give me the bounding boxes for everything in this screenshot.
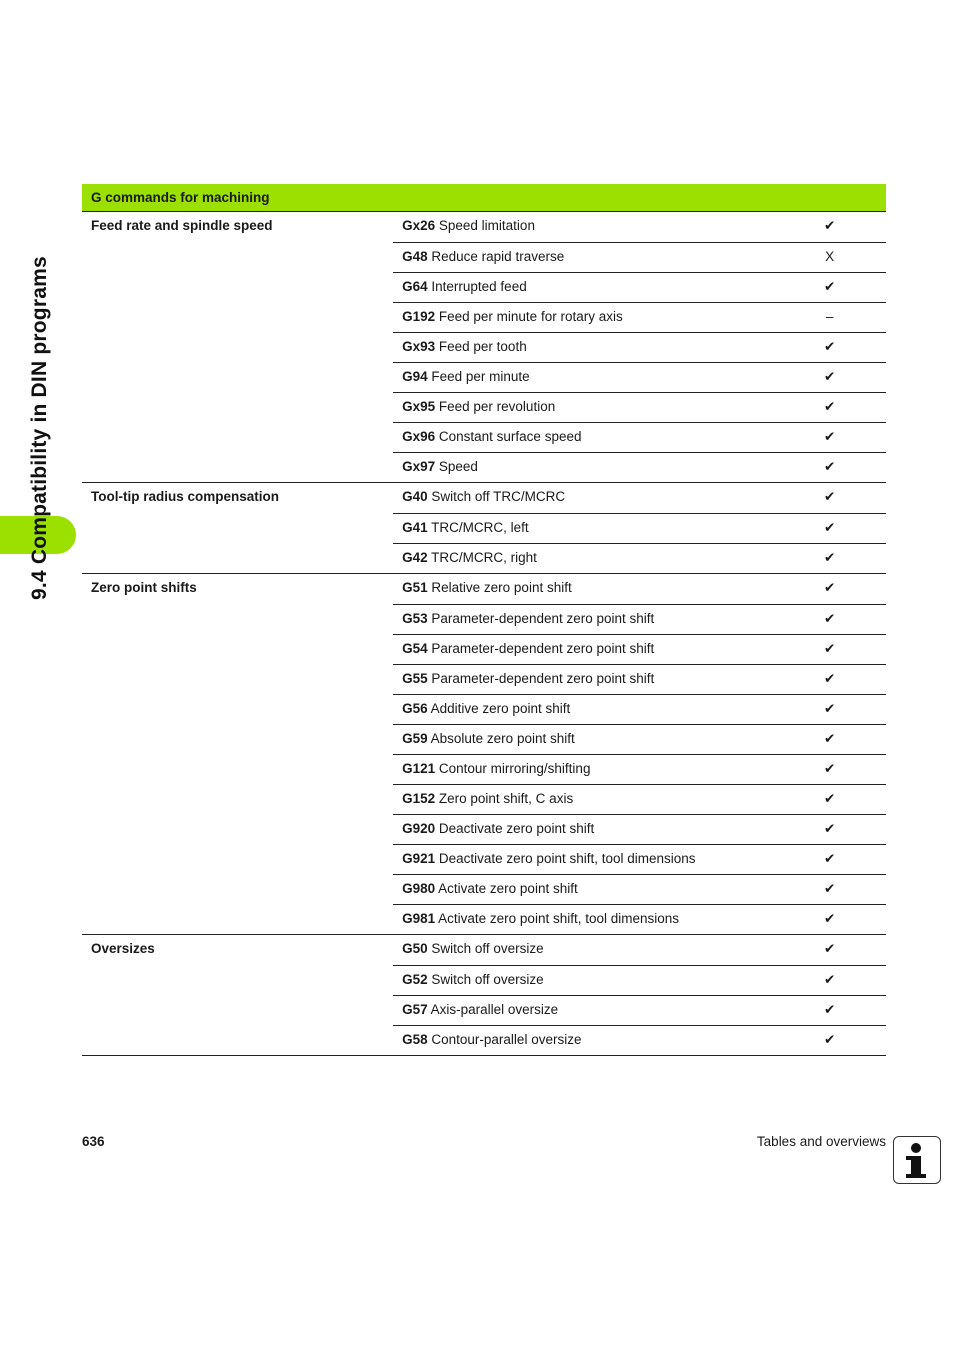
spacer-cell: [385, 212, 393, 243]
category-cell: [82, 362, 385, 392]
support-mark: ✔: [824, 338, 836, 354]
category-cell: [82, 784, 385, 814]
command-code: Gx97: [402, 458, 436, 474]
spacer-cell: [385, 935, 393, 966]
command-description: Reduce rapid traverse: [431, 248, 565, 264]
command-description: Absolute zero point shift: [430, 730, 575, 746]
command-cell: [393, 543, 809, 574]
command-description: Parameter-dependent zero point shift: [431, 610, 655, 626]
support-mark: ✔: [824, 458, 836, 474]
support-cell: [809, 272, 886, 302]
table-row: [82, 212, 886, 243]
support-mark: ✔: [824, 820, 836, 836]
command-code: G48: [402, 248, 428, 264]
category-cell: [82, 995, 385, 1025]
table-row: [82, 242, 886, 272]
support-cell: [809, 302, 886, 332]
command-description: Switch off TRC/MCRC: [431, 489, 566, 504]
command-cell: [393, 935, 809, 966]
command-cell: [393, 574, 809, 605]
category-cell: Tool-tip radius compensation: [91, 489, 280, 504]
command-cell: [393, 212, 809, 243]
support-mark: ✔: [824, 880, 836, 896]
command-description: Deactivate zero point shift: [438, 820, 595, 836]
support-mark: ✔: [824, 730, 836, 746]
command-description: Speed limitation: [438, 218, 535, 233]
command-code: G152: [402, 790, 436, 806]
support-cell: [809, 1025, 886, 1056]
command-code: G921: [402, 850, 436, 866]
command-cell: [393, 664, 809, 694]
support-mark: ✔: [824, 610, 836, 626]
command-cell: [393, 995, 809, 1025]
support-mark: ✔: [824, 760, 836, 776]
support-cell: [809, 754, 886, 784]
command-code: G94: [402, 368, 428, 384]
table-row: [82, 422, 886, 452]
support-mark: ✔: [824, 428, 836, 444]
command-cell: [393, 302, 809, 332]
support-mark: ✔: [824, 580, 836, 595]
command-code: G52: [402, 971, 428, 987]
support-mark: ✔: [824, 640, 836, 656]
category-cell: Zero point shifts: [91, 580, 197, 595]
support-cell: [809, 965, 886, 995]
support-cell: [809, 935, 886, 966]
table-row: [82, 904, 886, 935]
category-cell: [82, 844, 385, 874]
table-row: [82, 844, 886, 874]
command-description: Zero point shift, C axis: [438, 790, 574, 806]
spacer-cell: [385, 634, 393, 664]
spacer-cell: [385, 332, 393, 362]
category-cell: [82, 814, 385, 844]
support-mark: ✔: [824, 670, 836, 686]
spacer-cell: [385, 452, 393, 483]
command-cell: [393, 513, 809, 543]
support-mark: ✔: [824, 850, 836, 866]
support-mark: ✔: [824, 700, 836, 716]
spacer-cell: [385, 362, 393, 392]
command-cell: [393, 754, 809, 784]
support-cell: [809, 513, 886, 543]
category-cell: [82, 452, 385, 483]
command-description: Switch off oversize: [431, 971, 544, 987]
command-cell: [393, 904, 809, 935]
command-cell: [393, 422, 809, 452]
category-cell: [82, 242, 385, 272]
command-code: G42: [402, 549, 428, 565]
command-code: G53: [402, 610, 428, 626]
command-code: Gx93: [402, 338, 436, 354]
table-row: [82, 634, 886, 664]
category-cell: [82, 604, 385, 634]
category-cell: [82, 302, 385, 332]
category-cell: [82, 904, 385, 935]
command-cell: [393, 724, 809, 754]
command-cell: [393, 844, 809, 874]
category-cell: Oversizes: [91, 941, 155, 956]
command-code: G40: [402, 489, 428, 504]
table-row: [82, 694, 886, 724]
category-cell: [82, 422, 385, 452]
command-cell: [393, 272, 809, 302]
command-code: G50: [402, 941, 428, 956]
spacer-cell: [385, 724, 393, 754]
spacer-cell: [385, 513, 393, 543]
command-code: G980: [402, 880, 436, 896]
table-row: [82, 965, 886, 995]
support-cell: [809, 844, 886, 874]
command-description: Additive zero point shift: [430, 700, 571, 716]
g-commands-table: [82, 184, 886, 1056]
command-description: Parameter-dependent zero point shift: [431, 640, 655, 656]
category-cell: [82, 272, 385, 302]
support-cell: [809, 814, 886, 844]
command-description: Feed per minute for rotary axis: [438, 308, 623, 324]
category-cell: [82, 513, 385, 543]
command-code: G59: [402, 730, 428, 746]
spacer-cell: [385, 965, 393, 995]
table-row: [82, 513, 886, 543]
command-description: TRC/MCRC, right: [431, 549, 537, 565]
chapter-title: 9.4 Compatibility in DIN programs: [28, 256, 51, 600]
command-description: Deactivate zero point shift, tool dimensions: [438, 850, 696, 866]
table-row: [82, 543, 886, 574]
command-cell: [393, 784, 809, 814]
spacer-cell: [385, 784, 393, 814]
support-mark: ✔: [824, 278, 836, 294]
support-cell: [809, 574, 886, 605]
command-description: Relative zero point shift: [431, 580, 572, 595]
command-cell: [393, 874, 809, 904]
support-mark: ✔: [824, 971, 836, 987]
support-cell: [809, 784, 886, 814]
command-code: G64: [402, 278, 428, 294]
command-code: G57: [402, 1001, 428, 1017]
command-code: G55: [402, 670, 428, 686]
command-cell: [393, 604, 809, 634]
category-cell: [82, 724, 385, 754]
spacer-cell: [385, 543, 393, 574]
info-icon: [893, 1136, 941, 1184]
support-mark: ✔: [824, 489, 836, 504]
support-cell: [809, 634, 886, 664]
table-header: G commands for machining: [82, 184, 886, 212]
category-cell: [82, 1025, 385, 1056]
category-cell: [82, 634, 385, 664]
category-cell: [82, 965, 385, 995]
spacer-cell: [385, 392, 393, 422]
spacer-cell: [385, 664, 393, 694]
spacer-cell: [385, 483, 393, 514]
spacer-cell: [385, 814, 393, 844]
command-cell: [393, 965, 809, 995]
command-description: Interrupted feed: [431, 278, 527, 294]
command-description: TRC/MCRC, left: [431, 519, 529, 535]
table-row: [82, 302, 886, 332]
support-mark: ✔: [824, 398, 836, 414]
command-code: G56: [402, 700, 428, 716]
support-cell: [809, 543, 886, 574]
support-cell: [809, 242, 886, 272]
command-description: Switch off oversize: [431, 941, 544, 956]
support-mark: X: [825, 248, 835, 264]
table-row: [82, 332, 886, 362]
command-description: Contour-parallel oversize: [431, 1031, 582, 1047]
command-code: G41: [402, 519, 428, 535]
command-description: Parameter-dependent zero point shift: [431, 670, 655, 686]
category-cell: [82, 332, 385, 362]
support-cell: [809, 664, 886, 694]
support-mark: ✔: [824, 910, 836, 926]
support-cell: [809, 362, 886, 392]
command-cell: [393, 332, 809, 362]
command-cell: [393, 814, 809, 844]
command-cell: [393, 242, 809, 272]
command-cell: [393, 452, 809, 483]
command-code: G981: [402, 910, 436, 926]
support-cell: [809, 422, 886, 452]
support-mark: ✔: [824, 1001, 836, 1017]
command-code: G51: [402, 580, 428, 595]
support-cell: [809, 995, 886, 1025]
support-cell: [809, 604, 886, 634]
command-code: Gx96: [402, 428, 436, 444]
support-mark: ✔: [824, 790, 836, 806]
table-row: [82, 784, 886, 814]
table-row: [82, 1025, 886, 1056]
footer-section-title: Tables and overviews: [756, 1134, 886, 1149]
spacer-cell: [385, 302, 393, 332]
command-description: Constant surface speed: [438, 428, 582, 444]
command-code: Gx95: [402, 398, 436, 414]
spacer-cell: [385, 604, 393, 634]
command-cell: [393, 392, 809, 422]
support-cell: [809, 392, 886, 422]
spacer-cell: [385, 754, 393, 784]
command-description: Speed: [438, 458, 478, 474]
command-description: Feed per tooth: [438, 338, 527, 354]
command-description: Contour mirroring/shifting: [438, 760, 591, 776]
category-cell: Feed rate and spindle speed: [91, 218, 273, 233]
table-row: [82, 935, 886, 966]
table-row: [82, 362, 886, 392]
category-cell: [82, 664, 385, 694]
support-mark: ✔: [824, 218, 836, 233]
table-row: [82, 604, 886, 634]
command-code: G192: [402, 308, 436, 324]
spacer-cell: [385, 694, 393, 724]
table-row: [82, 272, 886, 302]
support-mark: ✔: [824, 549, 836, 565]
command-description: Activate zero point shift: [438, 880, 578, 896]
command-description: Feed per minute: [431, 368, 530, 384]
table-row: [82, 483, 886, 514]
spacer-cell: [385, 1025, 393, 1056]
command-cell: [393, 483, 809, 514]
table-row: [82, 724, 886, 754]
spacer-cell: [385, 574, 393, 605]
table-row: [82, 814, 886, 844]
category-cell: [82, 694, 385, 724]
spacer-cell: [385, 422, 393, 452]
command-description: Activate zero point shift, tool dimensions: [438, 910, 680, 926]
support-mark: ✔: [824, 519, 836, 535]
table-row: [82, 392, 886, 422]
spacer-cell: [385, 874, 393, 904]
command-code: G58: [402, 1031, 428, 1047]
support-cell: [809, 483, 886, 514]
table-row: [82, 574, 886, 605]
command-cell: [393, 1025, 809, 1056]
spacer-cell: [385, 995, 393, 1025]
category-cell: [82, 543, 385, 574]
table-row: [82, 874, 886, 904]
support-cell: [809, 332, 886, 362]
support-mark: ✔: [824, 941, 836, 956]
command-cell: [393, 362, 809, 392]
table-row: [82, 995, 886, 1025]
command-code: G920: [402, 820, 436, 836]
spacer-cell: [385, 904, 393, 935]
category-cell: [82, 874, 385, 904]
support-mark: ✔: [824, 368, 836, 384]
command-description: Feed per revolution: [438, 398, 556, 414]
command-description: Axis-parallel oversize: [430, 1001, 559, 1017]
command-code: Gx26: [402, 218, 436, 233]
table-header-row: [82, 184, 886, 212]
support-mark: –: [825, 308, 834, 324]
table-row: [82, 452, 886, 483]
spacer-cell: [385, 844, 393, 874]
support-cell: [809, 452, 886, 483]
command-code: G121: [402, 760, 436, 776]
support-cell: [809, 874, 886, 904]
spacer-cell: [385, 272, 393, 302]
support-cell: [809, 724, 886, 754]
page-number: 636: [82, 1134, 105, 1149]
command-code: G54: [402, 640, 428, 656]
support-cell: [809, 904, 886, 935]
spacer-cell: [385, 242, 393, 272]
support-cell: [809, 212, 886, 243]
category-cell: [82, 754, 385, 784]
command-cell: [393, 634, 809, 664]
table-row: [82, 754, 886, 784]
category-cell: [82, 392, 385, 422]
support-mark: ✔: [824, 1031, 836, 1047]
support-cell: [809, 694, 886, 724]
command-cell: [393, 694, 809, 724]
table-row: [82, 664, 886, 694]
